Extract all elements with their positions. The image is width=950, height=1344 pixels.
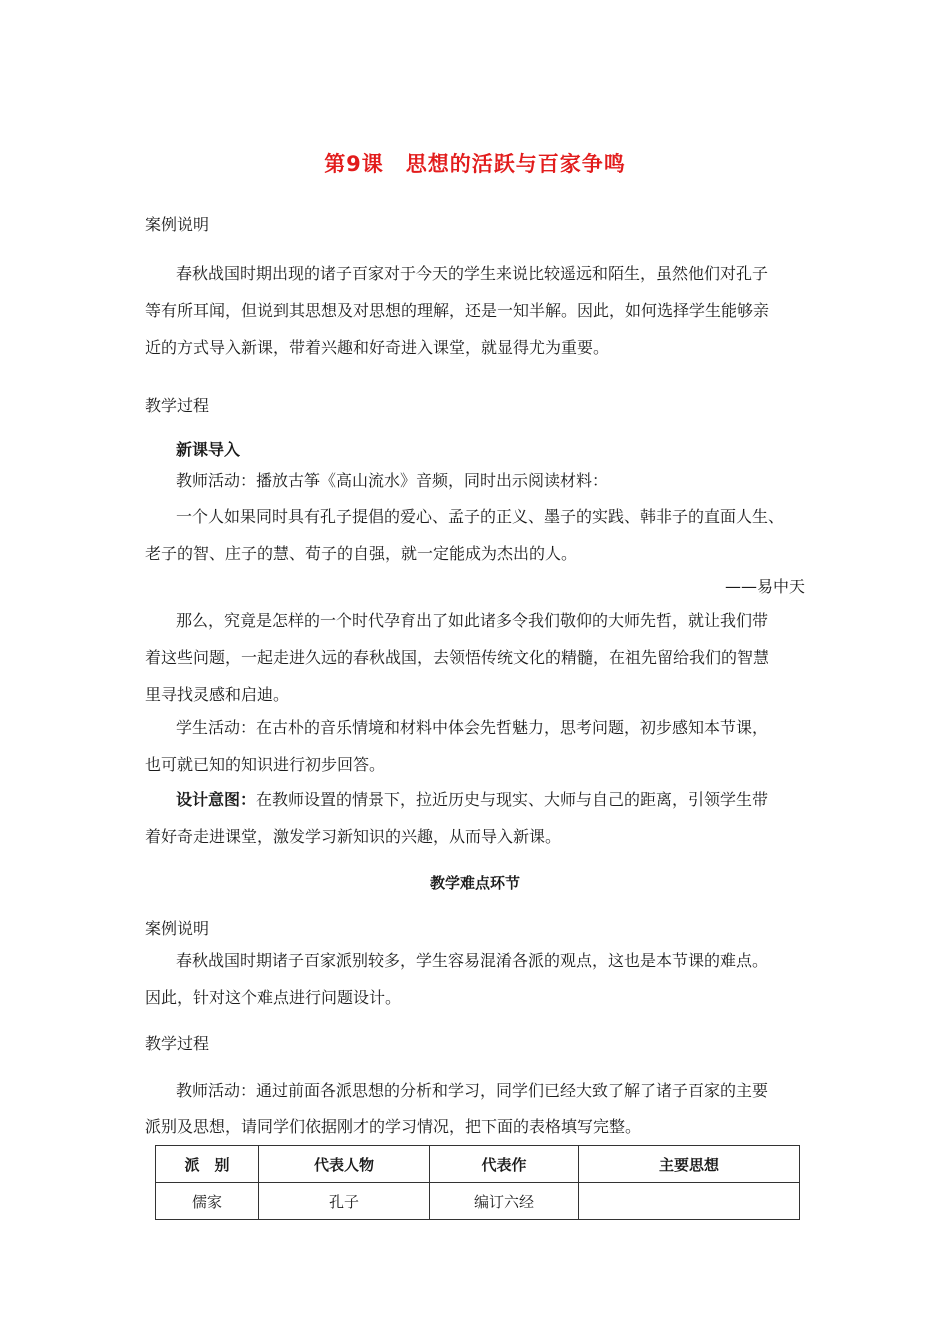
schools-table [155,1145,800,1220]
table-cell: 儒家 [156,1183,259,1220]
paragraph-line: 春秋战国时期出现的诸子百家对于今天的学生来说比较遥远和陌生，虽然他们对孔子 [176,264,769,283]
paragraph-line: 等有所耳闻，但说到其思想及对思想的理解，还是一知半解。因此，如何选择学生能够亲 [145,301,770,320]
section-heading-difficulty: 教学难点环节 [429,874,520,892]
table-header-cell: 主要思想 [579,1146,800,1183]
paragraph-line: 近的方式导入新课，带着兴趣和好奇进入课堂，就显得尤为重要。 [145,338,610,357]
table-cell: 孔子 [259,1183,430,1220]
table-cell: 编订六经 [430,1183,579,1220]
student-activity: 学生活动：在古朴的音乐情境和材料中体会先哲魅力，思考问题，初步感知本节课， [176,718,769,737]
table-header-cell: 代表人物 [259,1146,430,1183]
table-cell [579,1183,800,1220]
teacher-activity: 教师活动：播放古筝《高山流水》音频，同时出示阅读材料： [176,471,609,490]
paragraph-line: 春秋战国时期诸子百家派别较多，学生容易混淆各派的观点，这也是本节课的难点。 [176,951,769,970]
subheading-intro: 新课导入 [176,440,241,459]
quote-attribution: ——易中天 [724,577,805,596]
paragraph-line: 着好奇走进课堂，激发学习新知识的兴趣，从而导入新课。 [145,827,562,846]
design-intent-text: 在教师设置的情景下，拉近历史与现实、大师与自己的距离，引领学生带 [256,790,769,809]
table-header-row [156,1146,800,1183]
paragraph-line: 那么，究竟是怎样的一个时代孕育出了如此诸多令我们敬仰的大师先哲，就让我们带 [176,611,769,630]
section-label-process: 教学过程 [145,396,210,415]
section-label-process: 教学过程 [145,1034,210,1053]
paragraph-line: 派别及思想，请同学们依据刚才的学习情况，把下面的表格填写完整。 [145,1117,642,1136]
design-intent-label: 设计意图： [176,790,257,809]
quote-line: 一个人如果同时具有孔子提倡的爱心、孟子的正义、墨子的实践、韩非子的直面人生、 [176,507,785,526]
section-label-case: 案例说明 [145,919,210,938]
student-activity: 也可就已知的知识进行初步回答。 [145,755,386,774]
design-intent-line [176,781,768,818]
table-row [156,1183,800,1220]
section-label-case: 案例说明 [145,215,210,234]
table-header-cell: 派 别 [156,1146,259,1183]
paragraph-line: 着这些问题，一起走进久远的春秋战国，去领悟传统文化的精髓，在祖先留给我们的智慧 [145,648,770,667]
quote-line: 老子的智、庄子的慧、荀子的自强，就一定能成为杰出的人。 [145,544,578,563]
paragraph-line: 教师活动：通过前面各派思想的分析和学习，同学们已经大致了解了诸子百家的主要 [176,1081,769,1100]
page-title: 第9课 思想的活跃与百家争鸣 [324,152,626,176]
paragraph-line: 里寻找灵感和启迪。 [145,685,290,704]
table-header-cell: 代表作 [430,1146,579,1183]
paragraph-line: 因此，针对这个难点进行问题设计。 [145,988,402,1007]
